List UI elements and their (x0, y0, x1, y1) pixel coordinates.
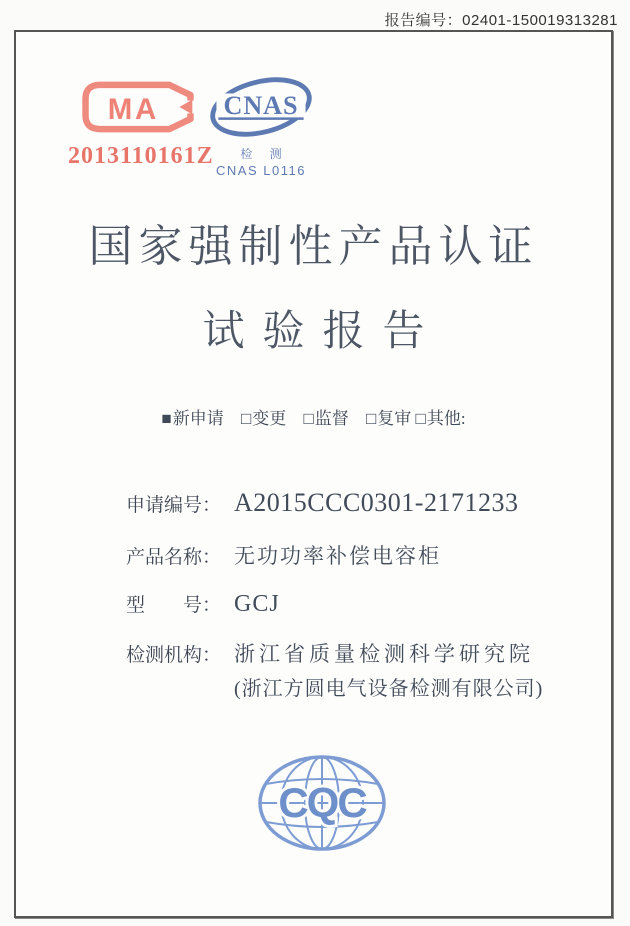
field-label: 检测机构： (126, 645, 222, 666)
field-label: 型 号： (126, 595, 222, 616)
field-label: 申请编号： (126, 495, 222, 516)
option-label: 其他: (426, 409, 466, 428)
option-label: 监督 (314, 409, 349, 428)
field-test-agency (126, 638, 586, 701)
cma-letters: MA (107, 92, 160, 126)
page-border-frame (14, 30, 613, 918)
application-type-option (241, 404, 286, 429)
option-label: 复审 (377, 409, 412, 428)
test-agency-values (234, 638, 543, 701)
field-label: 产品名称： (126, 547, 222, 568)
cqc-logo-block (256, 752, 388, 859)
application-type-option (366, 404, 411, 429)
application-number-value: A2015CCC0301-2171233 (234, 488, 519, 517)
cnas-letters: CNAS (223, 90, 299, 120)
report-number (385, 9, 618, 30)
sub-title: 试验报告 (202, 309, 443, 355)
cma-logo-icon (80, 80, 196, 134)
option-label: 变更 (252, 409, 287, 428)
application-type-option (416, 404, 466, 429)
field-product-name (126, 540, 586, 570)
test-agency-subsidiary: (浙江方圆电气设备检测有限公司) (234, 678, 544, 700)
report-fields (126, 488, 586, 701)
option-label: 新申请 (172, 409, 224, 428)
application-type-option (161, 404, 223, 429)
checkbox-unchecked-icon: □ (303, 409, 314, 428)
test-agency-name: 浙江省质量检测科学研究院 (234, 642, 534, 666)
application-type-option (303, 404, 348, 429)
cnas-logo-block (206, 76, 316, 178)
cnas-accreditation-code: CNAS L0116 (216, 163, 306, 178)
checkbox-unchecked-icon: □ (366, 409, 377, 428)
checkbox-unchecked-icon: □ (415, 409, 426, 428)
main-title: 国家强制性产品认证 (88, 222, 539, 271)
cnas-logo-icon (207, 76, 315, 138)
checkbox-unchecked-icon: □ (240, 409, 252, 428)
report-number-value: 02401-150019313281 (462, 12, 618, 29)
cnas-caption-cn: 检 测 (240, 147, 289, 161)
application-type-line (16, 404, 611, 429)
cma-license-number: 2013110161Z (68, 143, 214, 169)
checkbox-checked-icon: ■ (161, 409, 172, 428)
cqc-logo-icon (256, 752, 388, 854)
cma-logo-block (68, 80, 214, 170)
report-number-label: 报告编号： (384, 12, 463, 29)
field-model (126, 590, 586, 618)
product-name-value: 无功功率补偿电容柜 (234, 544, 441, 568)
field-application-number (126, 488, 586, 518)
model-value: GCJ (234, 591, 280, 617)
cqc-letters: CQC (278, 779, 366, 826)
